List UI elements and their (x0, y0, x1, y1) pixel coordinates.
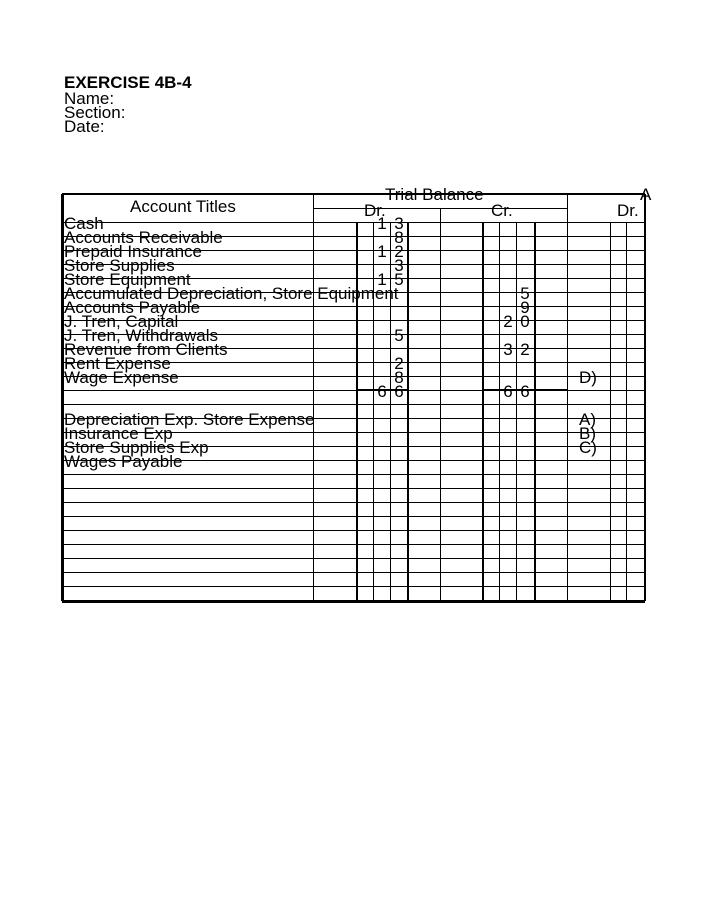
row-line (62, 474, 645, 475)
col-divider (610, 222, 611, 601)
added-account-title: Store Supplies Exp (64, 438, 209, 457)
adjustments-header: A (640, 185, 652, 204)
table-top-border (62, 193, 645, 195)
table-right-border (644, 194, 646, 601)
account-title: Prepaid Insurance (64, 242, 202, 261)
tb-cr-digit: 9 (520, 298, 530, 317)
tb-cr-digit: 3 (503, 340, 513, 359)
adjustment-ref: A) (579, 410, 596, 429)
account-title: Accumulated Depreciation, Store Equipment (64, 284, 399, 303)
account-title: Accounts Payable (64, 298, 201, 317)
tb-cr-total-digit: 6 (503, 382, 513, 401)
tb-dr-digit: 1 (377, 242, 387, 261)
row-line (62, 404, 645, 405)
tb-dr-total-digit: 6 (377, 382, 387, 401)
adjustment-ref: C) (579, 438, 597, 457)
tb-dr-header: Dr. (364, 201, 386, 220)
money-col-border (407, 222, 409, 601)
digit-col-line (499, 222, 500, 601)
tb-cr-digit: 5 (520, 284, 530, 303)
tb-dr-digit: 3 (394, 256, 404, 275)
tb-dr-digit: 2 (394, 242, 404, 261)
tb-dr-digit: 1 (377, 214, 387, 233)
tb-dr-digit: 1 (377, 270, 387, 289)
account-title: Revenue from Clients (64, 340, 228, 359)
added-account-title: Insurance Exp (64, 424, 173, 443)
digit-col-line (516, 222, 517, 601)
date-label: Date: (64, 117, 105, 136)
tb-dr-digit: 2 (394, 354, 404, 373)
row-line (62, 586, 645, 587)
tb-cr-digit: 2 (520, 340, 530, 359)
row-line (62, 572, 645, 573)
money-col-border (356, 222, 358, 601)
tb-dr-digit: 8 (394, 228, 404, 247)
added-account-title: Depreciation Exp. Store Expense (64, 410, 315, 429)
col-divider (440, 208, 441, 601)
tb-dr-digit: 5 (394, 326, 404, 345)
account-title: J. Tren, Withdrawals (64, 326, 218, 345)
account-title: Cash (64, 214, 104, 233)
col-divider (313, 194, 314, 601)
account-title: Store Equipment (64, 270, 191, 289)
money-col-border (534, 222, 536, 601)
tb-cr-digit: 0 (520, 312, 530, 331)
section-label: Section: (64, 103, 126, 122)
account-title: J. Tren, Capital (64, 312, 179, 331)
tb-dr-digit: 8 (394, 368, 404, 387)
row-line (62, 544, 645, 545)
col-divider (567, 194, 568, 601)
row-line (62, 488, 645, 489)
row-line (62, 530, 645, 531)
account-title: Rent Expense (64, 354, 171, 373)
name-label: Name: (64, 89, 115, 108)
tb-dr-digit: 5 (394, 270, 404, 289)
exercise-title: EXERCISE 4B-4 (64, 73, 192, 92)
tb-dr-total-digit: 6 (394, 382, 404, 401)
tb-cr-total-digit: 6 (520, 382, 530, 401)
row-line (62, 558, 645, 559)
row-line (62, 502, 645, 503)
tb-cr-header: Cr. (491, 201, 513, 220)
adj-dr-header: Dr. (617, 201, 639, 220)
row-line (62, 222, 645, 223)
tb-cr-digit: 2 (503, 312, 513, 331)
account-title: Store Supplies (64, 256, 175, 275)
added-account-title: Wages Payable (64, 452, 183, 471)
tb-dr-digit: 3 (394, 214, 404, 233)
adjustment-ref: B) (579, 424, 596, 443)
table-bottom-border (62, 600, 645, 603)
account-title: Accounts Receivable (64, 228, 223, 247)
adjustment-ref: D) (579, 368, 597, 387)
row-line (62, 516, 645, 517)
account-title: Wage Expense (64, 368, 179, 387)
money-col-border (482, 222, 484, 601)
digit-col-line (626, 222, 627, 601)
account-titles-header: Account Titles (130, 197, 236, 216)
trial-balance-header: Trial Balance (385, 185, 484, 204)
